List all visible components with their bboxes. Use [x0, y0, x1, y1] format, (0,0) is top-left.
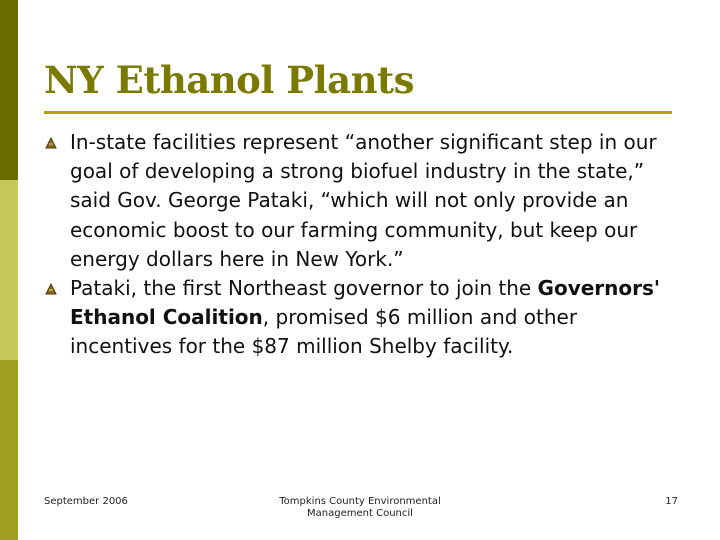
slide-title: NY Ethanol Plants	[44, 58, 414, 102]
footer-date: September 2006	[44, 496, 128, 507]
bullet-text-tail: , promised $6 million and other incentives for the $87 million Shelby facility.	[70, 305, 578, 359]
coalition-name: Governors' Ethanol Coalition	[70, 276, 661, 330]
bullet-icon	[44, 282, 58, 296]
bullet-item	[44, 128, 684, 274]
sidebar-stripe-top	[0, 0, 18, 180]
sidebar-stripe-middle	[0, 180, 18, 360]
page-number: 17	[665, 496, 678, 507]
bullet-text: In-state facilities represent “another significant step in our goal of developing a strong biofuel industry in the state,” said Gov. George Pataki, “which will not only provide an economic boost to our farming community, but keep our energy dollars here in New York.”	[70, 130, 657, 271]
bullet-item	[44, 274, 684, 362]
footer-organization: Tompkins County Environmental Management Council	[279, 496, 441, 519]
bullet-icon	[44, 136, 58, 150]
title-underline	[44, 111, 672, 114]
bullet-text-lead: Pataki, the first Northeast governor to join the	[70, 276, 538, 301]
sidebar-stripe-bottom	[0, 360, 18, 540]
bullet-list	[44, 128, 684, 362]
